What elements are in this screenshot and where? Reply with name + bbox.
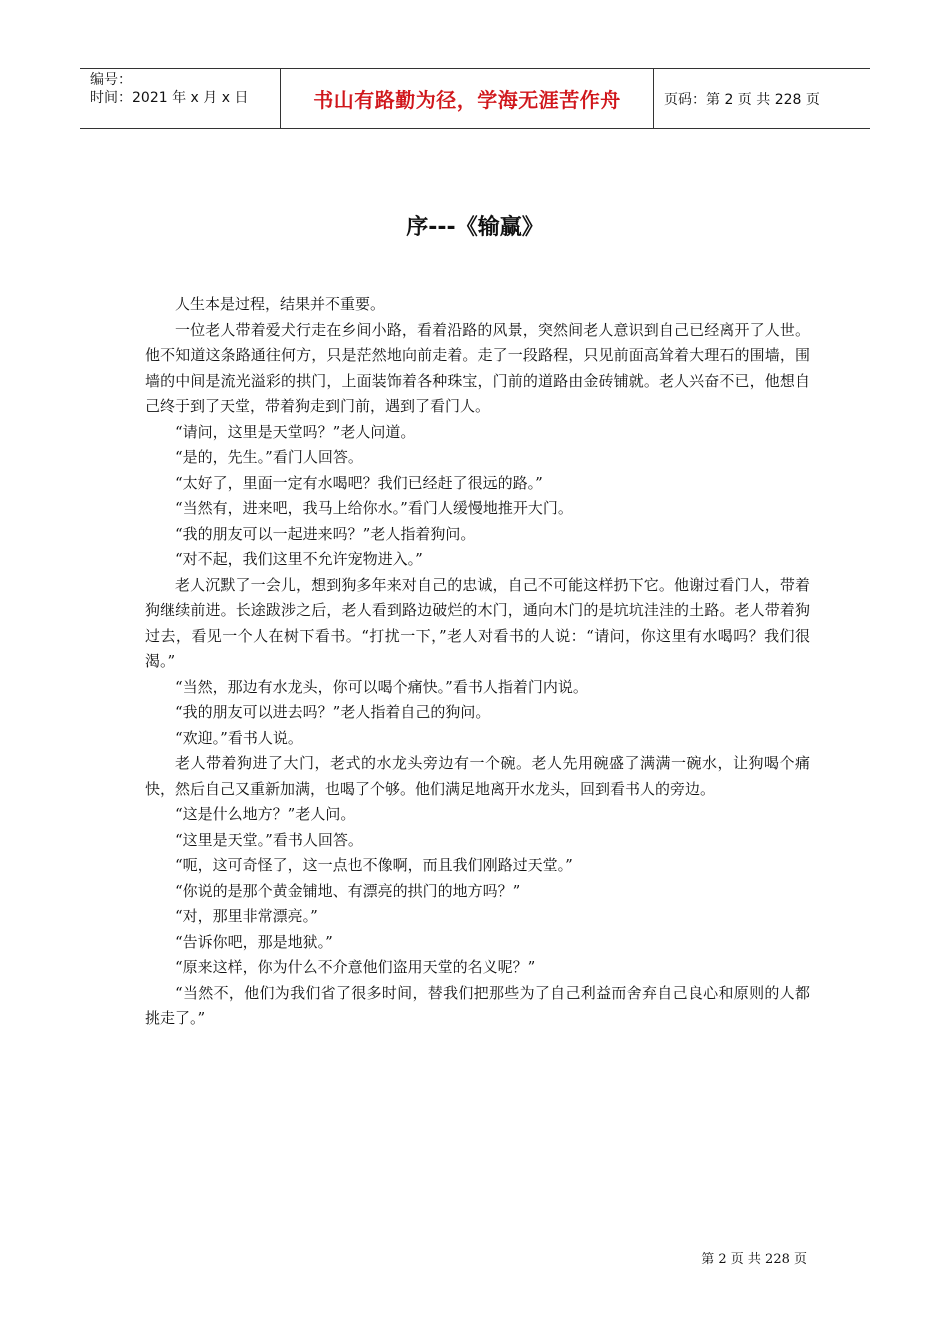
document-number-label: 编号： bbox=[90, 72, 132, 88]
body-paragraph: “对不起，我们这里不允许宠物进入。” bbox=[175, 550, 423, 568]
body-paragraph: “这是什么地方？”老人问。 bbox=[175, 805, 356, 823]
header-meta-cell bbox=[80, 69, 281, 128]
header-page-info: 页码：第 2 页 共 228 页 bbox=[664, 91, 820, 108]
body-paragraph: 人生本是过程，结果并不重要。 bbox=[175, 295, 386, 313]
body-paragraph: “原来这样，你为什么不介意他们盗用天堂的名义呢？” bbox=[175, 958, 536, 976]
body-paragraph: 老人沉默了一会儿，想到狗多年来对自己的忠诚，自己不可能这样扔下它。他谢过看门人，带着狗继续前进。长途跋涉之后，老人看到路边破烂的木门，通向木门的是坑坑洼洼的土路。老人带着狗过去，看见一个人在树下看书。“打扰一下，”老人对看书的人说：“请问，你这里有水喝吗？我们很渴。” bbox=[145, 575, 810, 670]
body-paragraph: 一位老人带着爱犬行走在乡间小路，看着沿路的风景，突然间老人意识到自己已经离开了人世。他不知道这条路通往何方，只是茫然地向前走着。走了一段路程，只见前面高耸着大理石的围墙，围墙的中间是流光溢彩的拱门，上面装饰着各种珠宝，门前的道路由金砖铺就。老人兴奋不已，他想自己终于到了天堂，带着狗走到门前，遇到了看门人。 bbox=[145, 320, 810, 415]
page-footer-number: 第 2 页 共 228 页 bbox=[701, 1252, 807, 1267]
document-title: 序---《输赢》 bbox=[406, 215, 544, 240]
body-paragraph: “是的，先生。”看门人回答。 bbox=[175, 448, 363, 466]
body-paragraph: “太好了，里面一定有水喝吧？我们已经赶了很远的路。” bbox=[175, 473, 543, 492]
body-paragraph: “告诉你吧，那是地狱。” bbox=[175, 932, 333, 951]
body-paragraph: “我的朋友可以进去吗？”老人指着自己的狗问。 bbox=[175, 703, 491, 721]
body-paragraph: “当然有，进来吧，我马上给你水。”看门人缓慢地推开大门。 bbox=[175, 499, 573, 517]
header-motto: 书山有路勤为径，学海无涯苦作舟 bbox=[281, 69, 654, 128]
body-paragraph: 老人带着狗进了大门，老式的水龙头旁边有一个碗。老人先用碗盛了满满一碗水，让狗喝个痛快，然后自己又重新加满，也喝了个够。他们满足地离开水龙头，回到看书人的旁边。 bbox=[145, 754, 810, 798]
document-date-label: 时间：2021 年 x 月 x 日 bbox=[90, 90, 249, 106]
body-paragraph: “这里是天堂。”看书人回答。 bbox=[175, 830, 363, 849]
body-paragraph: “你说的是那个黄金铺地、有漂亮的拱门的地方吗？” bbox=[175, 881, 521, 900]
page-header bbox=[80, 68, 870, 129]
body-paragraph: “呃，这可奇怪了，这一点也不像啊，而且我们刚路过天堂。” bbox=[175, 856, 573, 874]
body-paragraph: “请问，这里是天堂吗？”老人问道。 bbox=[175, 422, 416, 441]
body-paragraph: “我的朋友可以一起进来吗？”老人指着狗问。 bbox=[175, 524, 476, 543]
body-paragraph: “当然，那边有水龙头，你可以喝个痛快。”看书人指着门内说。 bbox=[175, 677, 588, 696]
document-body bbox=[145, 292, 810, 1032]
body-paragraph: “对，那里非常漂亮。” bbox=[175, 907, 318, 925]
body-paragraph: “当然不，他们为我们省了很多时间，替我们把那些为了自己利益而舍弃自己良心和原则的人都挑走了。” bbox=[145, 983, 810, 1027]
body-paragraph: “欢迎。”看书人说。 bbox=[175, 728, 303, 747]
